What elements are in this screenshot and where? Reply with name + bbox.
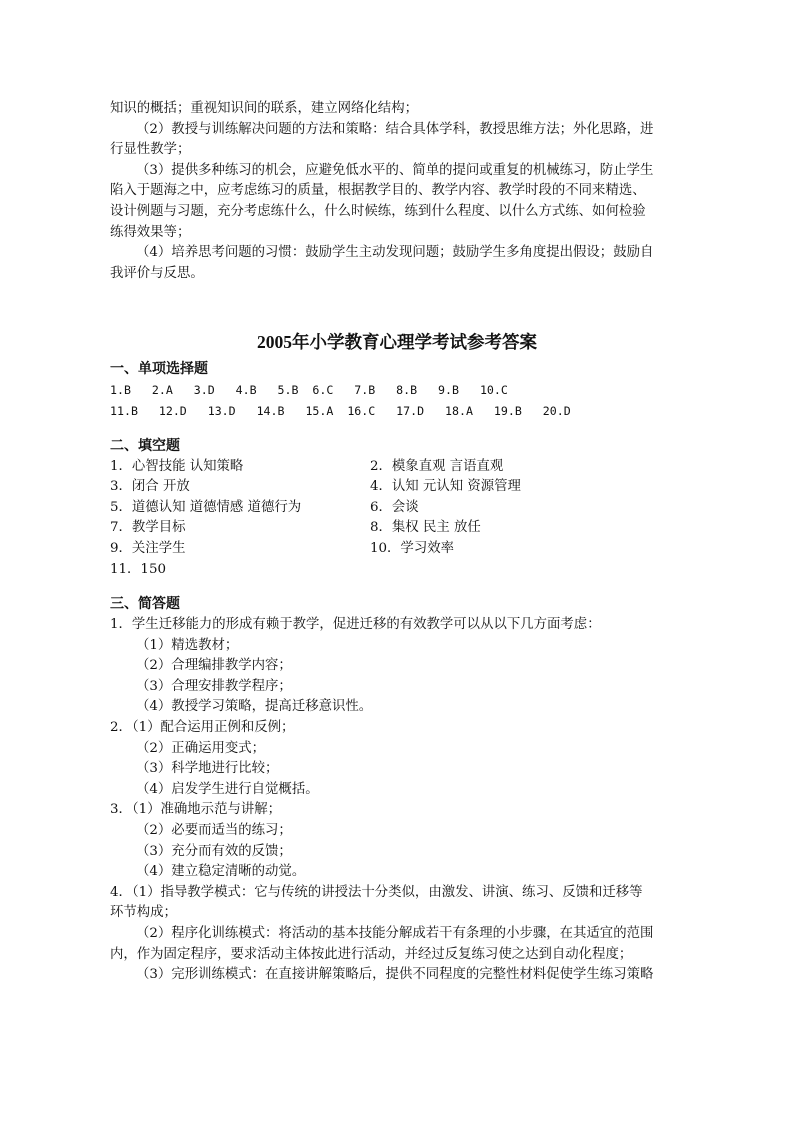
fill-item: 2．模象直观 言语直观 <box>370 458 504 474</box>
short-line: 2．（1）配合运用正例和反例； <box>110 720 295 736</box>
short-line: （2）正确运用变式； <box>136 740 266 756</box>
intro-line: （4）培养思考问题的习惯：鼓励学生主动发现问题；鼓励学生多角度提出假设；鼓励自 <box>136 245 654 261</box>
answer-row: 1.B 2.A 3.D 4.B 5.B 6.C 7.B 8.B 9.B 10.C <box>110 383 508 398</box>
document-page <box>110 99 684 986</box>
fill-item: 3．闭合 开放 <box>110 479 190 495</box>
short-line: （3）科学地进行比较； <box>136 761 279 777</box>
intro-line: 练得效果等； <box>110 224 191 240</box>
short-line: 3．（1）准确地示范与讲解； <box>110 802 282 818</box>
short-line: （4）教授学习策略，提高迁移意识性。 <box>136 699 373 715</box>
short-line: 1．学生迁移能力的形成有赖于教学，促进迁移的有效教学可以从以下几方面考虑： <box>110 617 601 633</box>
intro-line: （3）提供多种练习的机会，应避免低水平的、简单的提问或重复的机械练习，防止学生 <box>136 162 654 178</box>
short-line: （1）精选教材； <box>136 637 239 653</box>
intro-line: 行显性教学； <box>110 142 191 158</box>
page-title: 2005年小学教育心理学考试参考答案 <box>257 332 537 353</box>
short-line: （4）启发学生进行自觉概括。 <box>136 781 319 797</box>
intro-line: （2）教授与训练解决问题的方法和策略：结合具体学科，教授思维方法；外化思路，进 <box>136 121 654 137</box>
fill-answers <box>110 457 684 581</box>
short-line: 4．（1）指导教学模式：它与传统的讲授法十分类似，由激发、讲演、练习、反馈和迁移等 <box>110 884 643 900</box>
fill-item: 5．道德认知 道德情感 道德行为 <box>110 499 302 515</box>
section-heading-choice: 一、单项选择题 <box>110 361 208 378</box>
fill-item: 11．150 <box>110 561 166 577</box>
fill-item: 9．关注学生 <box>110 540 186 556</box>
answer-row: 11.B 12.D 13.D 14.B 15.A 16.C 17.D 18.A 19.B 20.D <box>110 403 571 418</box>
fill-item: 1．心智技能 认知策略 <box>110 458 244 474</box>
short-line: （2）合理编排教学内容； <box>136 658 292 674</box>
short-line: （3）合理安排教学程序； <box>136 678 292 694</box>
short-line: 内，作为固定程序，要求活动主体按此进行活动，并经过反复练习使之达到自动化程度； <box>110 946 633 962</box>
intro-line: 知识的概括；重视知识间的联系，建立网络化结构； <box>110 101 418 116</box>
short-line: （3）完形训练模式：在直接讲解策略后，提供不同程度的完整性材料促使学生练习策略 <box>136 967 654 983</box>
short-line: （2）程序化训练模式：将活动的基本技能分解成若干有条理的小步骤，在其适宜的范围 <box>136 926 654 941</box>
section-heading-short: 三、简答题 <box>110 596 180 613</box>
fill-item: 7．教学目标 <box>110 520 186 536</box>
section-heading-fill: 二、填空题 <box>110 437 180 454</box>
short-line: 环节构成； <box>110 905 177 921</box>
fill-item: 8．集权 民主 放任 <box>370 520 481 536</box>
short-line: （3）充分而有效的反馈； <box>136 843 292 859</box>
short-line: （4）建立稳定清晰的动觉。 <box>136 864 306 880</box>
intro-line: 陷入于题海之中，应考虑练习的质量，根据教学目的、教学内容、教学时段的不同来精选、 <box>110 183 646 199</box>
fill-item: 10．学习效率 <box>370 540 454 556</box>
fill-item: 6．会谈 <box>370 499 419 515</box>
fill-item: 4．认知 元认知 资源管理 <box>370 479 521 495</box>
intro-line: 我评价与反思。 <box>110 265 204 281</box>
short-line: （2）必要而适当的练习； <box>136 823 292 839</box>
intro-line: 设计例题与习题，充分考虑练什么，什么时候练，练到什么程度、以什么方式练、如何检验 <box>110 203 646 219</box>
